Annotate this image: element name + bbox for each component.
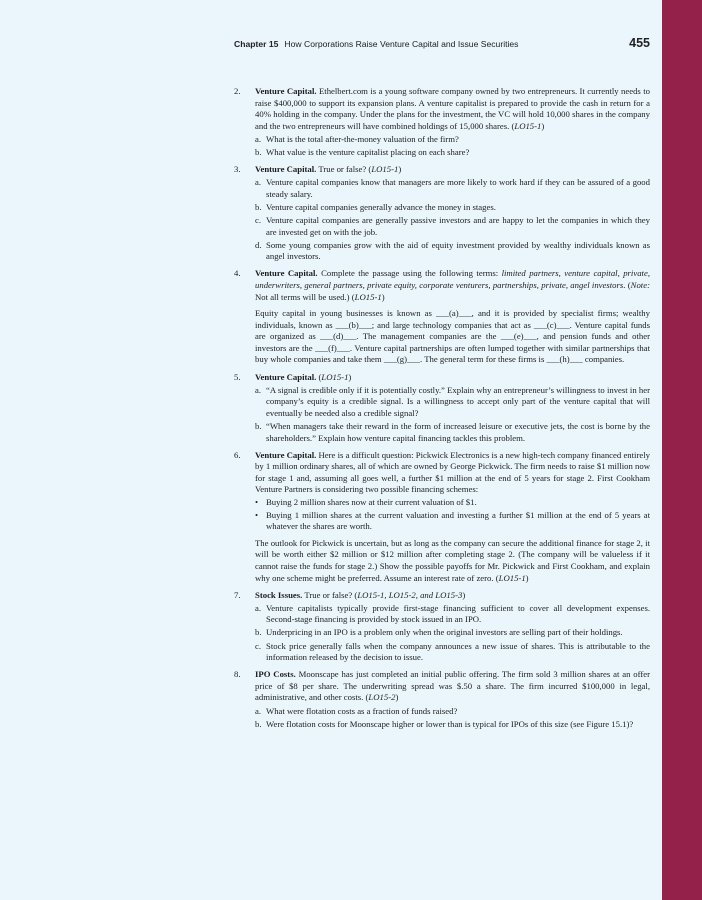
- problem-number: 7.: [234, 589, 241, 600]
- sub-question: a. Venture capital companies know that managers are more likely to work hard if they can be assured of a good steady salary.: [255, 177, 650, 199]
- side-color-bar: [662, 0, 702, 900]
- sub-question: b. “When managers take their reward in the form of increased leisure or executive jets, the cost is borne by the shareholders.” Explain how venture capital financing tackles this problem.: [255, 420, 650, 443]
- learning-objective: LO15-1: [371, 164, 399, 175]
- problem-8: [234, 669, 650, 730]
- sub-question: a. What were flotation costs as a fraction of funds raised?: [255, 705, 458, 716]
- problem-title: Venture Capital.: [255, 268, 318, 279]
- sub-question: b. What value is the venture capitalist placing on each share?: [255, 146, 470, 157]
- problem-title: Venture Capital.: [255, 371, 317, 382]
- problem-list: [234, 86, 650, 736]
- note-label: Note:: [630, 279, 650, 290]
- learning-objective: LO15-1: [498, 572, 526, 583]
- learning-objective: LO15-1: [514, 120, 542, 131]
- sub-question: b. Venture capital companies generally advance the money in stages.: [255, 201, 496, 212]
- running-header: [234, 36, 650, 55]
- learning-objective: LO15-1: [354, 291, 382, 302]
- learning-objective: LO15-1: [321, 371, 349, 382]
- problem-title: Venture Capital.: [255, 449, 317, 460]
- sub-question: a. “A signal is credible only if it is potentially costly.” Explain why an entrepreneur’s willingness to invest in her company’s equity is a credible signal. Is a willingness to accept only part of the venture capital that will eventually be needed also a credible signal?: [255, 384, 650, 418]
- bullet-dot: •: [255, 509, 259, 520]
- sub-question: c. Stock price generally falls when the company announces a new issue of shares. This is attributable to the information released by the decision to issue.: [255, 640, 650, 663]
- sub-question: a. What is the total after-the-money valuation of the firm?: [255, 133, 459, 144]
- problem-title: Venture Capital.: [255, 164, 317, 175]
- problem-body: Venture Capital. Here is a difficult question: Pickwick Electronics is a new high-tech company financed entirely by 1 million ordinary shares, all of which are owned by George Pickwick. The firm needs to raise $1 million now for stage 1 and, assuming all goes well, a further $1 million at the end of 5 years for stage 2. First Cookham Venture Partners is considering two possible financing schemes:: [255, 449, 650, 495]
- term-list: limited partners, venture capital, private, underwriters, general partners, private equity, corporate venturers, partnerships, private, angel investors: [255, 268, 650, 290]
- problem-body: Venture Capital. (LO15-1): [255, 371, 352, 382]
- problem-number: 4.: [234, 268, 241, 279]
- problem-text: Ethelbert.com is a young software company owned by two entrepreneurs. It currently needs to raise $400,000 to support its expansion plans. A venture capitalist is prepared to provide the cash in return for a 40% holding in the company. Under the plans for the investment, the VC will hold 10,000 shares in the company and the two entrepreneurs will have combined holdings of 15,000 shares. (: [255, 86, 650, 131]
- problem-body: Venture Capital. Ethelbert.com is a young software company owned by two entrepreneurs. It currently needs to raise $400,000 to support its expansion plans. A venture capitalist is prepared to provide the cash in return for a 40% holding in the company. Under the plans for the investment, the VC will hold 10,000 shares in the company and the two entrepreneurs will have combined holdings of 15,000 shares. (LO15-1): [255, 86, 650, 131]
- problem-body: Stock Issues. True or false? (LO15-1, LO15-2, and LO15-3): [255, 589, 466, 600]
- problem-4: [234, 268, 650, 366]
- sub-question: d. Some young companies grow with the aid of equity investment provided by wealthy individuals known as angel investors.: [255, 239, 650, 262]
- problem-2: [234, 86, 650, 159]
- problem-number: 8.: [234, 669, 241, 680]
- problem-7: [234, 590, 650, 664]
- problem-body: IPO Costs. Moonscape has just completed an initial public offering. The firm sold 3 million shares at an offer price of $8 per share. The underwriting spread was $.50 a share. The firm incurred $100,000 in legal, administrative, and other costs. (LO15-2): [255, 669, 650, 703]
- problem-body: Venture Capital. Complete the passage using the following terms: limited partners, venture capital, private, underwriters, general partners, private equity, corporate venturers, partnerships, private, angel investors. (Note: Not all terms will be used.) (LO15-1): [255, 268, 650, 302]
- sub-question: b. Were flotation costs for Moonscape higher or lower than is typical for IPOs of this size (see Figure 15.1)?: [255, 718, 634, 729]
- bullet-item: • Buying 2 million shares now at their current valuation of $1.: [255, 497, 477, 507]
- chapter-label: Chapter 15: [234, 39, 279, 49]
- problem-6: [234, 450, 650, 585]
- problem-body: Venture Capital. True or false? (LO15-1): [255, 164, 402, 175]
- problem-number: 3.: [234, 164, 241, 175]
- problem-paragraph: The outlook for Pickwick is uncertain, but as long as the company can secure the additional finance for stage 2, it will be worth either $2 million or $12 million after completing stage 2. (The company will be valueless if it cannot raise the funds for stage 2.) Show the possible payoffs for Mr. Pickwick and First Cookham, and explain why one scheme might be preferred. Assume an interest rate of zero. (LO15-1): [255, 537, 650, 583]
- bullet-dot: •: [255, 497, 259, 507]
- bullet-item: • Buying 1 million shares at the current valuation and investing a further $1 million at the end of 5 years at whatever the shares are worth.: [255, 509, 650, 532]
- problem-title: Venture Capital.: [255, 86, 317, 96]
- problem-number: 5.: [234, 371, 241, 382]
- learning-objective: LO15-1, LO15-2, and LO15-3: [357, 589, 463, 600]
- problem-5: [234, 372, 650, 445]
- sub-question: b. Underpricing in an IPO is a problem only when the original investors are selling part of their holdings.: [255, 627, 623, 638]
- learning-objective: LO15-2: [368, 692, 396, 703]
- problem-3: [234, 164, 650, 263]
- problem-number: 2.: [234, 86, 241, 96]
- problem-title: IPO Costs.: [255, 669, 296, 680]
- chapter-title: How Corporations Raise Venture Capital and Issue Securities: [284, 39, 519, 49]
- problem-title: Stock Issues.: [255, 589, 303, 600]
- problem-number: 6.: [234, 449, 241, 460]
- page-number: 455: [629, 36, 650, 50]
- fill-in-passage: Equity capital in young businesses is known as ___(a)___, and it is provided by specialist firms; wealthy individuals, known as ___(b)___; and large technology companies that act as ___(c)___. Venture capital funds are organized as ___(d)___. The management companies are the ___(e)___, and pension funds and other investors are the ___(f)___. Venture capital partnerships are often lumped together with similar partnerships that buy whole companies and take them ___(g)___. The general term for these firms is ___(h)___ companies.: [255, 308, 650, 365]
- sub-question: c. Venture capital companies are generally passive investors and are happy to let the companies in which they are invested get on with the job.: [255, 214, 650, 237]
- sub-question: a. Venture capitalists typically provide first-stage financing sufficient to cover all development expenses. Second-stage financing is provided by stock issued in an IPO.: [255, 602, 650, 625]
